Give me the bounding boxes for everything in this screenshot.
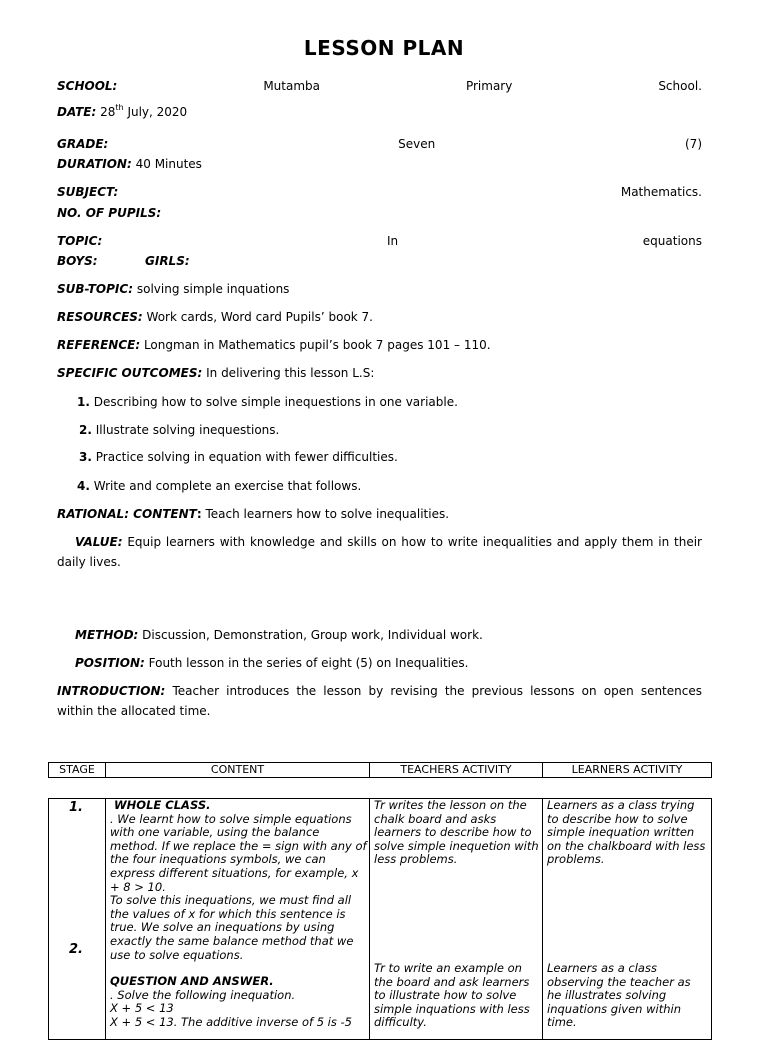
resources-label: RESOURCES: [57, 310, 143, 324]
question-answer-heading: QUESTION AND ANSWER. [110, 974, 274, 989]
outcome-text: Describing how to solve simple inequestions in one variable. [93, 395, 458, 409]
rational-row [57, 507, 449, 521]
school-word-3: School. [658, 79, 702, 93]
outcome-item [77, 395, 458, 409]
outcomes-row [57, 366, 374, 380]
outcome-number: 1. [77, 395, 90, 409]
school-word-1: Mutamba [263, 79, 320, 93]
reference-value: Longman in Mathematics pupil’s book 7 pages 101 – 110. [143, 338, 491, 352]
introduction-label: INTRODUCTION: [57, 684, 166, 698]
introduction-text: Teacher introduces the lesson by revising the previous lessons on open sentences within the allocated time. [57, 684, 702, 718]
subtopic-label: SUB-TOPIC: [57, 282, 134, 296]
teacher-activity-2: Tr to write an example on the board and ask learners to illustrate how to solve simple inquations with less difficulty. [374, 961, 530, 1030]
header-stage: STAGE [59, 763, 95, 776]
grade-label: GRADE: [57, 137, 109, 151]
reference-label: REFERENCE: [57, 338, 141, 352]
value-label: VALUE: [75, 535, 123, 549]
topic-word-1: In [386, 234, 399, 248]
method-row [75, 628, 483, 642]
reference-row [57, 338, 491, 352]
page-title: LESSON PLAN [303, 36, 465, 60]
learner-activity-2: Learners as a class observing the teacher as he illustrates solving inquations given within time. [547, 961, 691, 1030]
duration-value: 40 Minutes [135, 157, 202, 171]
qa-line-2: X + 5 < 13 [110, 1001, 174, 1016]
pupils-label: NO. OF PUPILS: [57, 206, 162, 220]
date-day: 28 [100, 105, 116, 119]
school-word-2: Primary [465, 79, 513, 93]
school-label: SCHOOL: [57, 79, 118, 93]
outcome-item [77, 479, 361, 493]
date-rest: July, 2020 [127, 105, 188, 119]
introduction-paragraph [57, 681, 702, 721]
date-sup: th [115, 103, 124, 112]
topic-row [57, 234, 702, 248]
outcome-item [79, 423, 279, 437]
rational-colon: : [196, 507, 202, 521]
content-paragraph-1: . We learnt how to solve simple equations with one variable, using the balance method. If we replace the = sign with any of the four inequations symbols, we can express different situations, for example, x + 8 > 10. [110, 811, 367, 894]
outcomes-value: In delivering this lesson L.S: [206, 366, 375, 380]
outcome-number: 2. [79, 423, 92, 437]
content-cell [110, 799, 367, 1030]
duration-row [57, 157, 202, 171]
school-row [57, 79, 702, 93]
qa-line-1: . Solve the following inequation. [110, 987, 296, 1002]
subtopic-value: solving simple inquations [136, 282, 290, 296]
date-row [57, 105, 187, 119]
duration-label: DURATION: [57, 157, 132, 171]
lesson-table-body [48, 798, 712, 1040]
outcome-text: Illustrate solving inequestions. [95, 423, 280, 437]
outcome-text: Write and complete an exercise that follows. [93, 479, 362, 493]
rational-label: RATIONAL: CONTENT [57, 507, 197, 521]
stage-number-2: 2. [69, 942, 83, 957]
position-row [75, 656, 468, 670]
outcome-item [79, 450, 398, 464]
content-paragraph-2: To solve this inequations, we must find all the values of x for which this sentence is true. We solve an inequations by using exactly the same balance method that we use to solve equations. [110, 893, 354, 962]
position-value: Fouth lesson in the series of eight (5) on Inequalities. [148, 656, 469, 670]
whole-class-heading: WHOLE CLASS. [114, 798, 211, 812]
subject-row [57, 185, 702, 199]
resources-row [57, 310, 373, 324]
stage-number-1: 1. [69, 800, 83, 815]
grade-word-2: (7) [685, 137, 702, 151]
rational-value: Teach learners how to solve inequalities. [205, 507, 450, 521]
resources-value: Work cards, Word card Pupils’ book 7. [146, 310, 373, 324]
outcome-number: 3. [79, 450, 92, 464]
outcomes-label: SPECIFIC OUTCOMES: [57, 366, 203, 380]
subject-label: SUBJECT: [57, 185, 119, 199]
outcome-text: Practice solving in equation with fewer difficulties. [95, 450, 398, 464]
header-learners-activity: LEARNERS ACTIVITY [571, 763, 683, 776]
date-label: DATE: [57, 105, 97, 119]
boys-label: BOYS: [57, 254, 98, 268]
value-text: Equip learners with knowledge and skills on how to write inequalities and apply them in their daily lives. [57, 535, 702, 569]
lesson-table-header [48, 762, 712, 778]
grade-row [57, 137, 702, 151]
topic-label: TOPIC: [57, 234, 103, 248]
qa-line-3: X + 5 < 13. The additive inverse of 5 is -5 [110, 1014, 352, 1029]
header-content: CONTENT [210, 763, 265, 776]
girls-label: GIRLS: [145, 254, 190, 268]
subtopic-row [57, 282, 289, 296]
grade-word-1: Seven [398, 137, 436, 151]
subject-value: Mathematics. [620, 185, 702, 199]
header-teachers-activity: TEACHERS ACTIVITY [400, 763, 512, 776]
position-label: POSITION: [75, 656, 145, 670]
teacher-activity-1: Tr writes the lesson on the chalk board and asks learners to describe how to solve simple inequetion with less problems. [374, 798, 539, 867]
outcome-number: 4. [77, 479, 90, 493]
method-value: Discussion, Demonstration, Group work, Individual work. [142, 628, 483, 642]
topic-word-2: equations [642, 234, 702, 248]
value-paragraph [57, 532, 702, 572]
learner-activity-1: Learners as a class trying to describe how to solve simple inequation written on the chalkboard with less problems. [547, 798, 706, 867]
method-label: METHOD: [75, 628, 139, 642]
